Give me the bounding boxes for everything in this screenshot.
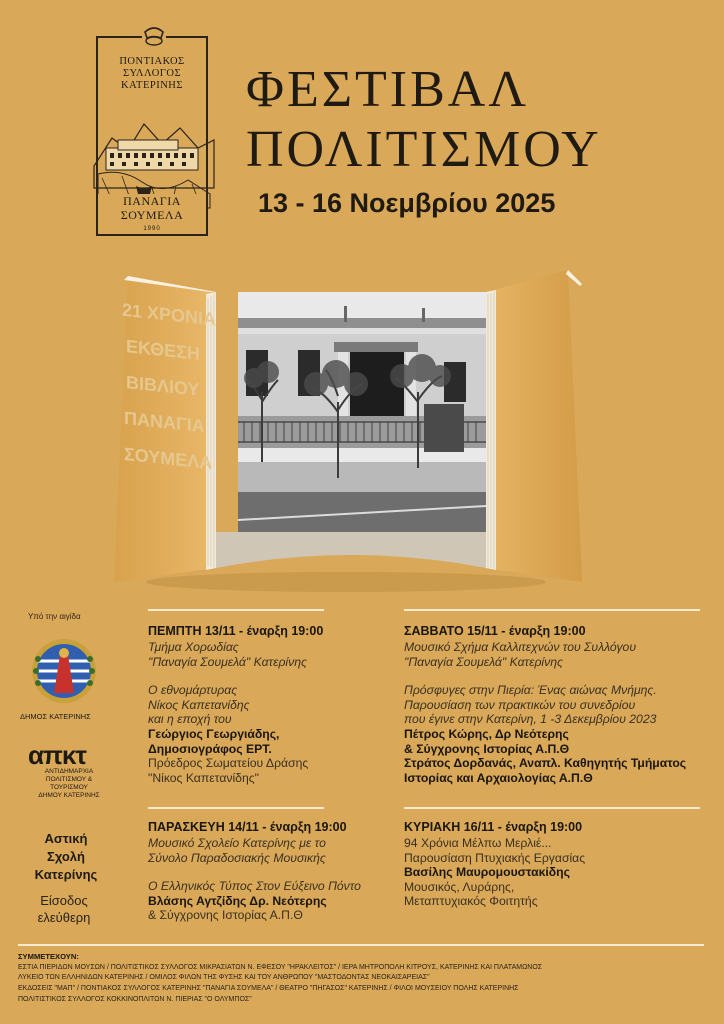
program-line: Μουσικό Σχολείο Κατερίνης με το: [148, 836, 326, 850]
venue-name: Αστική Σχολή Κατερίνης: [34, 831, 98, 882]
program-saturday: [404, 624, 686, 785]
program-line: και η εποχή του: [148, 712, 232, 727]
festival-dates: 13 - 16 Νοεμβρίου 2025: [258, 188, 556, 218]
speaker-name: Στράτος Δορδανάς, Αναπλ. Καθηγητής Τμήματος: [404, 756, 687, 771]
svg-text:21 ΧΡΟΝΙΑ: 21 ΧΡΟΝΙΑ: [122, 299, 216, 330]
participants-line: ΛΥΚΕΙΟ ΤΩΝ ΕΛΛΗΝΙΔΩΝ ΚΑΤΕΡΙΝΗΣ / ΟΜΙΛΟΣ ΦΙΛΩΝ ΤΗΣ ΦΥΣΗΣ ΚΑΙ ΤΟΥ ΑΝΘΡΩΠΟΥ "ΜΑΣΤΟΔΟΝΤΑΣ ΝΕΟΚΑΙΣΑΡΕΙΑΣ": [18, 974, 430, 981]
apkt-caption: ΑΝΤΙΔΗΜΑΡΧΙΑ ΠΟΛΙΤΙΣΜΟΥ & ΤΟΥΡΙΣΜΟΥ ΔΗΜΟΥ ΚΑΤΕΡΙΝΗΣ: [38, 768, 100, 799]
program-line: Μουσικό Σχήμα Καλλιτεχνών του Συλλόγου: [404, 640, 637, 654]
participants-line: ΕΣΤΙΑ ΠΙΕΡΙΔΩΝ ΜΟΥΣΩΝ / ΠΟΛΙΤΙΣΤΙΚΟΣ ΣΥΛΛΟΓΟΣ ΜΙΚΡΑΣΙΑΤΩΝ Ν. ΕΦΕΣΟΥ "ΗΡΑΚΛΕΙΤΟΣ" / ΙΕΡΑ ΜΗΤΡΟΠΟΛΗ ΚΙΤΡΟΥΣ, ΚΑΤΕΡΙΝΗΣ ΚΑΙ ΠΛΑΤΑΜΩΝΟΣ: [18, 964, 543, 971]
program-line: 94 Χρόνια Μέλπω Μερλιέ...: [404, 836, 552, 850]
program-line: Μουσικός, Λυράρης,: [404, 879, 515, 894]
program-sunday: [404, 820, 585, 909]
divider: [404, 807, 700, 809]
day-heading: ΣΑΒΒΑΤΟ 15/11 - έναρξη 19:00: [404, 624, 586, 638]
program-line: Νίκος Καπετανίδης: [148, 697, 250, 712]
speaker-name: Πέτρος Κώρης, Δρ Νεότερης: [404, 726, 569, 741]
festival-title: ΦΕΣΤΙΒΑΛ ΠΟΛΙΤΙΣΜΟΥ: [246, 61, 602, 178]
program-line: Τμήμα Χορωδίας: [148, 640, 239, 654]
association-logo: [96, 36, 208, 236]
speaker-title: Ιστορίας και Αρχαιολογίας Α.Π.Θ: [404, 770, 593, 785]
logo-year: 1990: [143, 226, 161, 232]
program-line: & Σύγχρονης Ιστορίας Α.Π.Θ: [148, 908, 303, 923]
speaker-name: Βλάσης Αγτζίδης Δρ. Νεότερης: [148, 893, 327, 908]
program-line: "Παναγία Σουμελά" Κατερίνης: [404, 654, 563, 669]
speaker-title: & Σύγχρονης Ιστορίας Α.Π.Θ: [404, 741, 570, 756]
program-line: Μεταπτυχιακός Φοιτητής: [404, 894, 538, 909]
svg-text:ΣΟΥΜΕΛΑ: ΣΟΥΜΕΛΑ: [124, 443, 213, 474]
municipality-name: ΔΗΜΟΣ ΚΑΤΕΡΙΝΗΣ: [20, 712, 91, 721]
divider: [404, 609, 700, 611]
apkt-logo: απκτ: [28, 740, 86, 770]
municipality-emblem-icon: [30, 637, 98, 705]
program-line: "Νίκος Καπετανίδης": [148, 770, 259, 785]
program-line: Ο εθνομάρτυρας: [148, 683, 238, 698]
day-heading: ΠΑΡΑΣΚΕΥΗ 14/11 - έναρξη 19:00: [148, 820, 347, 834]
school-building-photo: [238, 292, 486, 532]
program-line: Παρουσίαση Πτυχιακής Εργασίας: [404, 850, 586, 865]
day-heading: ΚΥΡΙΑΚΗ 16/11 - έναρξη 19:00: [404, 820, 583, 834]
crown-emblem-icon: [142, 26, 166, 48]
program-thursday: [148, 624, 323, 785]
footer-divider: [18, 944, 704, 946]
svg-text:ΠΑΝΑΓΙΑ: ΠΑΝΑΓΙΑ: [124, 407, 205, 437]
logo-bottom-text: ΠΑΝΑΓΙΑ ΣΟΥΜΕΛΑ: [98, 194, 206, 222]
speaker-name: Γεώργιος Γεωργιάδης,: [148, 726, 280, 741]
divider: [148, 609, 324, 611]
divider: [148, 807, 324, 809]
participants-line: ΠΟΛΙΤΙΣΤΙΚΟΣ ΣΥΛΛΟΓΟΣ ΚΟΚΚΙΝΟΠΛΙΤΩΝ Ν. ΠΙΕΡΙΑΣ "Ο ΟΛΥΜΠΟΣ": [18, 996, 252, 1003]
program-line: Σύνολο Παραδοσιακής Μουσικής: [148, 850, 326, 865]
program-friday: [148, 820, 361, 923]
auspices-label: Υπό την αιγίδα: [28, 612, 81, 621]
program-line: που έγινε στην Κατερίνη, 1 -3 Δεκεμβρίου 2023: [404, 712, 657, 727]
speaker-title: Δημοσιογράφος ΕΡΤ.: [148, 741, 272, 756]
program-line: Ο Ελληνικός Τύπος Στον Εύξεινο Πόντο: [148, 879, 361, 894]
program-line: Παρουσίαση των πρακτικών του συνεδρίου: [404, 697, 636, 712]
free-entry-note: Είσοδος ελεύθερη: [37, 893, 91, 925]
program-line: Πρόεδρος Σωματείου Δράσης: [148, 756, 309, 771]
participants-heading: ΣΥΜΜΕΤΕΧΟΥΝ:: [18, 952, 79, 961]
day-heading: ΠΕΜΠΤΗ 13/11 - έναρξη 19:00: [148, 624, 324, 638]
svg-text:ΒΙΒΛΙΟΥ: ΒΙΒΛΙΟΥ: [126, 372, 200, 400]
program-line: "Παναγία Σουμελά" Κατερίνης: [148, 654, 307, 669]
logo-top-text: ΠΟΝΤΙΑΚΟΣ ΣΥΛΛΟΓΟΣ ΚΑΤΕΡΙΝΗΣ: [119, 56, 185, 91]
program-line: Πρόσφυγες στην Πιερία: Ένας αιώνας Μνήμης.: [404, 683, 657, 698]
speaker-name: Βασίλης Μαυρομουστακίδης: [404, 865, 570, 880]
participants-line: ΕΚΔΟΣΕΙΣ "ΜΑΠ" / ΠΟΝΤΙΑΚΟΣ ΣΥΛΛΟΓΟΣ ΚΑΤΕΡΙΝΗΣ "ΠΑΝΑΓΙΑ ΣΟΥΜΕΛΑ" / ΘΕΑΤΡΟ "ΠΗΓΑΣΟΣ" ΚΑΤΕΡΙΝΗΣ / ΦΙΛΟΙ ΜΟΥΣΕΙΟΥ ΠΟΛΗΣ ΚΑΤΕΡΙΝΗΣ: [18, 985, 519, 992]
svg-text:ΕΚΘΕΣΗ: ΕΚΘΕΣΗ: [126, 336, 200, 364]
